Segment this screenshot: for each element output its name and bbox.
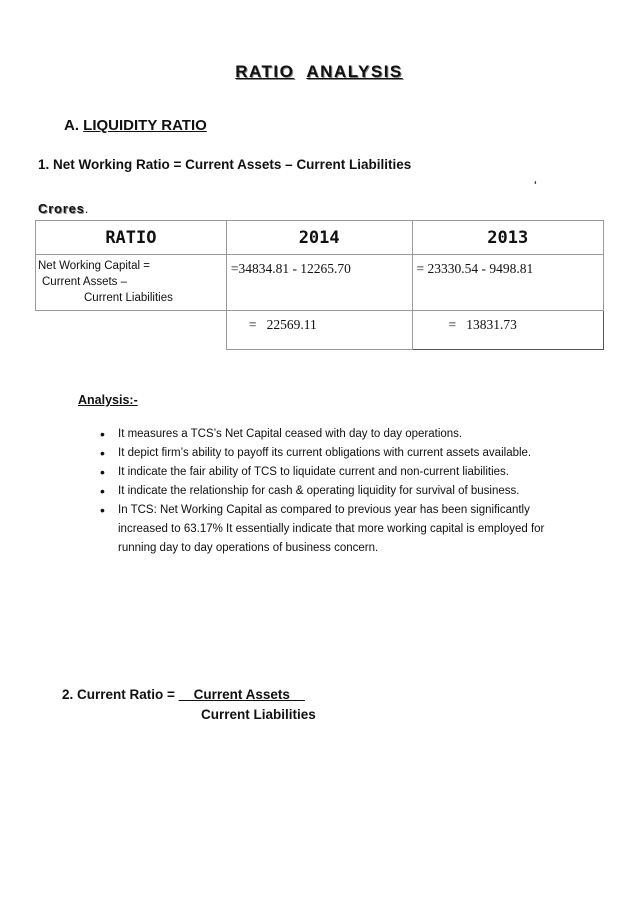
header-ratio: RATIO — [36, 221, 227, 255]
analysis-heading: Analysis:- — [78, 393, 138, 407]
result-2014-value: = 22569.11 — [248, 317, 317, 332]
page-title — [0, 62, 638, 82]
result-2013-value: = 13831.73 — [448, 317, 517, 332]
ratio-table — [35, 220, 604, 350]
empty-result-label — [36, 311, 227, 350]
result-2013-cell — [412, 311, 604, 350]
header-2014: 2014 — [226, 221, 412, 255]
result-2014-cell — [226, 311, 412, 350]
current-ratio-numerator: Current Assets — [178, 687, 305, 702]
table-row-formula — [36, 255, 604, 311]
list-item: • In TCS: Net Working Capital as compared to previous year has been significantly increased to 63.17% It essentially indicate that more working capital is employed for running day to day operations of business concern. — [100, 501, 580, 558]
section-label: LIQUIDITY RATIO — [83, 117, 207, 134]
crores-word: Crores — [38, 201, 85, 216]
formula-cell — [36, 255, 227, 311]
crores-label — [38, 201, 89, 216]
section-heading-liquidity — [64, 117, 207, 134]
current-ratio-heading — [62, 687, 305, 702]
table-row-result — [36, 311, 604, 350]
list-item: • It measures a TCS’s Net Capital ceased with day to day operations. — [100, 425, 580, 444]
title-word-ratio: RATIO — [235, 62, 295, 81]
section-prefix: A. — [64, 117, 79, 134]
current-ratio-prefix: 2. Current Ratio = — [62, 687, 179, 702]
formula-line-1: Net Working Capital = — [38, 260, 150, 272]
crores-dot: . — [84, 201, 90, 216]
list-item: • It indicate the relationship for cash & operating liquidity for survival of business. — [100, 482, 580, 501]
stray-mark: ‘ — [534, 180, 537, 191]
table-header-row — [36, 221, 604, 255]
net-working-ratio-heading: 1. Net Working Ratio = Current Assets – Current Liabilities — [38, 157, 412, 172]
formula-line-2: Current Assets – — [42, 276, 128, 288]
calc-2013-cell: = 23330.54 - 9498.81 — [412, 255, 604, 311]
calc-2014-cell: =34834.81 - 12265.70 — [226, 255, 412, 311]
header-2013: 2013 — [412, 221, 604, 255]
list-item: • It indicate the fair ability of TCS to liquidate current and non-current liabilities. — [100, 463, 580, 482]
formula-line-3: Current Liabilities — [84, 292, 173, 304]
title-word-analysis: ANALYSIS — [306, 62, 403, 81]
current-ratio-denominator: Current Liabilities — [201, 707, 316, 722]
analysis-list — [100, 425, 580, 558]
list-item: • It depict firm’s ability to payoff its current obligations with current assets available. — [100, 444, 580, 463]
